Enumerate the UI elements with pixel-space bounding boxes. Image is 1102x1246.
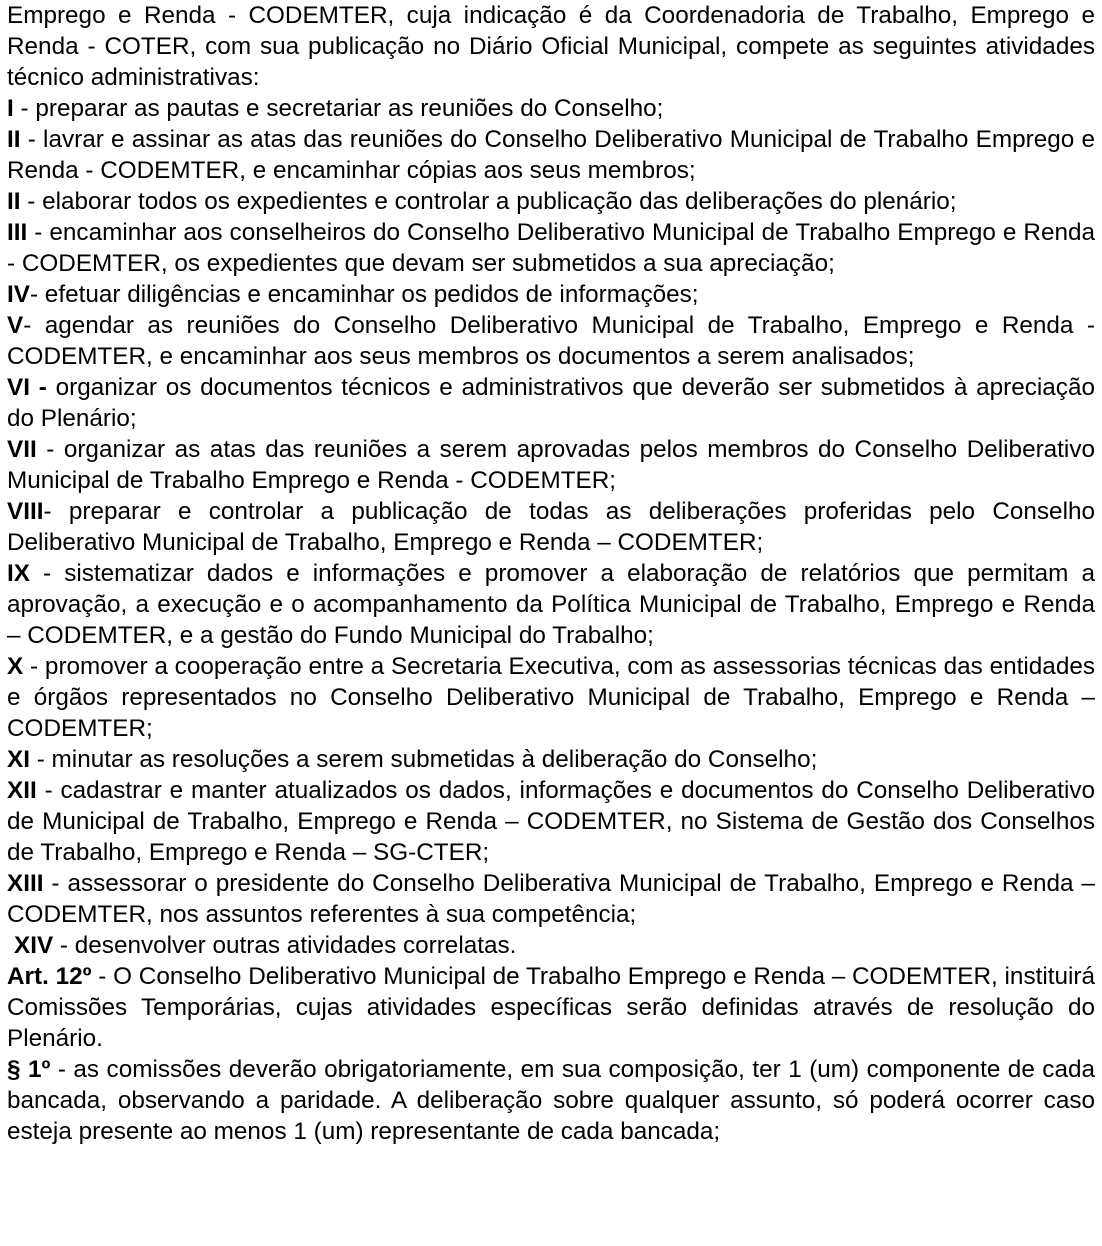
item-numeral: IX <box>7 560 30 587</box>
item-iv <box>7 279 1095 310</box>
item-text: - lavrar e assinar as atas das reuniões do Conselho Deliberativo Municipal de Trabalho Emprego e Renda - CODEMTER, e encaminhar cópias aos seus membros; <box>7 126 1095 184</box>
item-text: - preparar e controlar a publicação de todas as deliberações proferidas pelo Conselho Deliberativo Municipal de Trabalho, Emprego e Renda – CODEMTER; <box>7 498 1095 556</box>
section-text: - as comissões deverão obrigatoriamente, em sua composição, ter 1 (um) componente de cada bancada, observando a paridade. A deliberação sobre qualquer assunto, só poderá ocorrer caso esteja presente ao menos 1 (um) representante de cada bancada; <box>7 1056 1095 1145</box>
item-xiii <box>7 868 1095 930</box>
item-text: - encaminhar aos conselheiros do Conselho Deliberativo Municipal de Trabalho Emprego e Renda - CODEMTER, os expedientes que devam ser submetidos a sua apreciação; <box>7 219 1095 277</box>
item-vii <box>7 434 1095 496</box>
item-numeral: IV <box>7 281 30 308</box>
item-numeral: VI - <box>7 374 47 401</box>
article-12 <box>7 961 1095 1054</box>
item-ii-b <box>7 186 1095 217</box>
item-numeral: X <box>7 653 24 680</box>
item-numeral: II <box>7 126 21 153</box>
item-ii-a <box>7 124 1095 186</box>
item-text: - preparar as pautas e secretariar as reuniões do Conselho; <box>13 95 664 122</box>
item-numeral: XIV <box>14 932 54 959</box>
item-numeral: V <box>7 312 24 339</box>
item-text: - efetuar diligências e encaminhar os pedidos de informações; <box>29 281 699 308</box>
section-1 <box>7 1054 1095 1147</box>
item-text: - sistematizar dados e informações e promover a elaboração de relatórios que permitam a aprovação, a execução e o acompanhamento da Política Municipal de Trabalho, Emprego e Renda – CODEMTER, e a gestão do Fundo Municipal do Trabalho; <box>7 560 1095 649</box>
item-iii <box>7 217 1095 279</box>
item-x <box>7 651 1095 744</box>
item-numeral: XII <box>7 777 37 804</box>
item-text: - cadastrar e manter atualizados os dados, informações e documentos do Conselho Deliberativo de Municipal de Trabalho, Emprego e Renda – CODEMTER, no Sistema de Gestão dos Conselhos de Trabalho, Emprego e Renda – SG-CTER; <box>7 777 1095 866</box>
item-xiv <box>7 930 1095 961</box>
item-i <box>7 93 1095 124</box>
item-text: organizar os documentos técnicos e administrativos que deverão ser submetidos à apreciação do Plenário; <box>7 374 1095 432</box>
item-numeral: XI <box>7 746 30 773</box>
item-numeral: VIII <box>7 498 44 525</box>
item-vi <box>7 372 1095 434</box>
item-text: - promover a cooperação entre a Secretaria Executiva, com as assessorias técnicas das entidades e órgãos representados no Conselho Deliberativo Municipal de Trabalho, Emprego e Renda – CODEMTER; <box>7 653 1095 742</box>
item-text: - agendar as reuniões do Conselho Deliberativo Municipal de Trabalho, Emprego e Renda -CODEMTER, e encaminhar aos seus membros os documentos a serem analisados; <box>7 312 1095 370</box>
item-numeral: XIII <box>7 870 44 897</box>
item-text: - organizar as atas das reuniões a serem aprovadas pelos membros do Conselho Deliberativo Municipal de Trabalho Emprego e Renda - CODEMTER; <box>7 436 1095 494</box>
item-numeral: II <box>7 188 21 215</box>
article-number: Art. 12º <box>7 963 92 990</box>
intro-paragraph <box>7 0 1095 93</box>
article-text: - O Conselho Deliberativo Municipal de Trabalho Emprego e Renda – CODEMTER, instituirá Comissões Temporárias, cujas atividades específicas serão definidas através de resolução do Plenário. <box>7 963 1096 1052</box>
item-ix <box>7 558 1095 651</box>
item-numeral: VII <box>7 436 37 463</box>
paragraph-text: Emprego e Renda - CODEMTER, cuja indicação é da Coordenadoria de Trabalho, Emprego e Renda - COTER, com sua publicação no Diário Oficial Municipal, compete as seguintes atividades técnico administrativas: <box>7 2 1095 91</box>
section-number: § 1º <box>7 1056 51 1083</box>
item-text: - desenvolver outras atividades correlatas. <box>53 932 517 959</box>
item-text: - minutar as resoluções a serem submetidas à deliberação do Conselho; <box>29 746 818 773</box>
item-viii <box>7 496 1095 558</box>
item-numeral: I <box>7 95 14 122</box>
item-text: - elaborar todos os expedientes e controlar a publicação das deliberações do plenário; <box>20 188 957 215</box>
item-v <box>7 310 1095 372</box>
item-xii <box>7 775 1095 868</box>
item-xi <box>7 744 1095 775</box>
item-numeral: III <box>7 219 28 246</box>
item-text: - assessorar o presidente do Conselho Deliberativa Municipal de Trabalho, Emprego e Renda – CODEMTER, nos assuntos referentes à sua competência; <box>7 870 1095 928</box>
